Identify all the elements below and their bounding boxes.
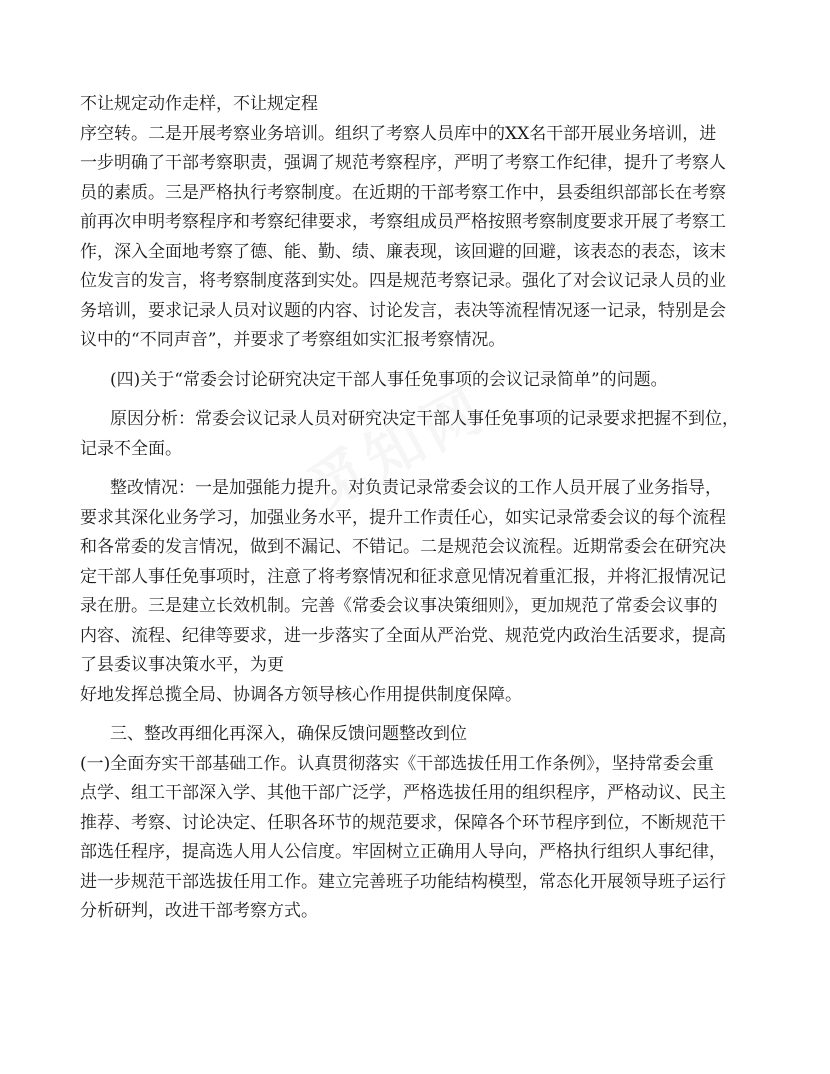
text-line: 点学、组工干部深入学、其他干部广泛学，严格选拔任用的组织程序，严格动议、民主 (80, 783, 726, 803)
text-line: 整改情况：一是加强能力提升。对负责记录常委会议的工作人员开展了业务指导， (110, 478, 722, 498)
text-line: 务培训，要求记录人员对议题的内容、讨论发言，表决等流程情况逐一记录，特别是会 (80, 300, 726, 321)
text-line: 前再次申明考察程序和考察纪律要求，考察组成员严格按照考察制度要求开展了考察工 (80, 212, 726, 232)
section-three (80, 720, 760, 927)
text-line: 要求其深化业务学习，加强业务水平，提升工作责任心，如实记录常委会议的每个流程 (80, 507, 726, 528)
text-line: 一步明确了干部考察职责，强调了规范考察程序，严明了考察工作纪律，提升了考察人 (80, 153, 726, 173)
text-line: (一)全面夯实干部基础工作。认真贯彻落实《干部选拔任用工作条例》，坚持常委会重 (80, 753, 714, 774)
text-line: 记录不全面。 (80, 438, 182, 459)
text-line: 不让规定动作走样，不让规定程 (80, 94, 318, 114)
text-line: 和各常委的发言情况，做到不漏记、不错记。二是规范会议流程。近期常委会在研究决 (80, 537, 726, 557)
text-line: 原因分析：常委会议记录人员对研究决定干部人事任免事项的记录要求把握不到位， (110, 409, 739, 429)
text-line: 作，深入全面地考察了德、能、勤、绩、廉表现，该回避的回避，该表态的表态，该末 (80, 241, 726, 262)
text-line: 了县委议事决策水平，为更 (80, 655, 284, 675)
text-line: 部选任程序，提高选人用人公信度。牢固树立正确用人导向，严格执行组织人事纪律， (80, 842, 726, 862)
text-line: (四)关于“常委会讨论研究决定干部人事任免事项的会议记录简单”的问题。 (110, 369, 668, 390)
paragraph-inspection-training (80, 90, 760, 356)
text-line: 分析研判，改进干部考察方式。 (80, 901, 318, 921)
section-title: 三、整改再细化再深入，确保反馈问题整改到位 (110, 724, 467, 744)
paragraph-rectification-status (80, 474, 760, 710)
text-line: 进一步规范干部选拔任用工作。建立完善班子功能结构模型，常态化开展领导班子运行 (80, 871, 726, 892)
text-line: 员的素质。三是严格执行考察制度。在近期的干部考察工作中，县委组织部部长在考察 (80, 182, 726, 203)
text-line: 内容、流程、纪律等要求，进一步落实了全面从严治党、规范党内政治生活要求，提高 (80, 625, 726, 646)
section-heading-four (80, 366, 760, 396)
text-line: 好地发挥总揽全局、协调各方领导核心作用提供制度保障。 (80, 684, 522, 705)
text-line: 录在册。三是建立长效机制。完善《常委会议事决策细则》，更加规范了常委会议事的 (80, 596, 718, 616)
text-line: 位发言的发言，将考察制度落到实处。四是规范考察记录。强化了对会议记录人员的业 (80, 271, 726, 291)
text-line: 推荐、考察、讨论决定、任职各环节的规范要求，保障各个环节程序到位，不断规范干 (80, 812, 726, 833)
paragraph-cause-analysis (80, 405, 760, 464)
text-line: 序空转。二是开展考察业务培训。组织了考察人员库中的XX名干部开展业务培训，进 (80, 123, 717, 144)
document-body (80, 90, 760, 927)
text-line: 议中的“不同声音”，并要求了考察组如实汇报考察情况。 (80, 330, 506, 350)
text-line: 定干部人事任免事项时，注意了将考察情况和征求意见情况着重汇报，并将汇报情况记 (80, 566, 726, 587)
